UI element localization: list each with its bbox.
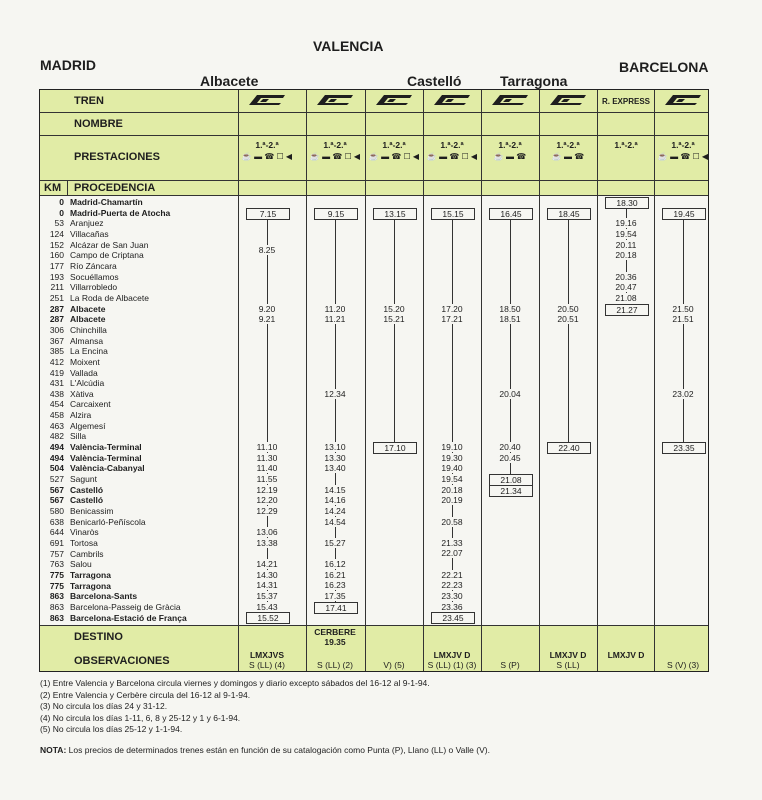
time-cell: 19.54 [431, 474, 473, 484]
km-value: 504 [49, 463, 64, 474]
nombre-row [40, 113, 708, 136]
time-cell: 22.21 [431, 570, 473, 580]
time-cell: 11.21 [314, 314, 356, 324]
train-type-3 [367, 94, 421, 106]
station-name: Vallada [70, 367, 98, 378]
obs-codes: V) (5) [383, 660, 405, 670]
km-value: 775 [49, 569, 64, 580]
train-type-4 [425, 94, 479, 106]
km-value: 567 [49, 495, 64, 506]
time-cell: 14.24 [314, 506, 356, 516]
station-name: Almansa [70, 335, 104, 346]
intercity-logo-icon [663, 94, 703, 106]
column-divider [423, 90, 424, 671]
time-cell: 14.54 [314, 517, 356, 527]
station-name: Benicarló-Peñíscola [70, 516, 146, 527]
time-cell: 12.34 [314, 389, 356, 399]
obs-days [306, 650, 364, 660]
obs-codes: S (V) (3) [666, 660, 700, 670]
time-cell: 19.40 [431, 463, 473, 473]
station-name: Río Záncara [70, 260, 117, 271]
km-value: 431 [49, 378, 64, 389]
time-cell: 19.10 [431, 442, 473, 452]
station-name: Barcelona-Sants [70, 591, 138, 602]
train-type-5 [483, 94, 537, 106]
km-value: 152 [49, 239, 64, 250]
time-cell: 13.06 [246, 527, 288, 537]
time-cell: 16.21 [314, 570, 356, 580]
service-icons: ☕ ▬ ☎ ☐ ◀ [368, 152, 420, 161]
obs-codes: S (LL) (2) [317, 660, 353, 670]
station-name: Moixent [70, 356, 100, 367]
destino-time: 19.35 [324, 637, 346, 647]
time-cell: 11.20 [314, 304, 356, 314]
service-icons: ☕ ▬ ☎ ☐ ◀ [309, 152, 361, 161]
time-cell: 9.15 [314, 208, 358, 220]
time-cell: 20.36 [605, 272, 647, 282]
note-4: (4) No circula los días 1-11, 6, 8 y 25-12 y 1 y 6-1-94. [40, 712, 241, 723]
km-value: 419 [49, 367, 64, 378]
station-name: Vinaròs [70, 527, 99, 538]
obs-days [365, 650, 423, 660]
time-cell: 11.55 [246, 474, 288, 484]
nota-text: Los precios de determinados trenes están en función de su catalogación como Punta (P), Llano (LL) o Valle (V). [68, 744, 490, 755]
obs-days: LMXJVS [249, 650, 284, 660]
station-name: Carcaixent [70, 399, 111, 410]
service-icons: ☕ ▬ ☎ ☐ ◀ [241, 152, 293, 161]
time-cell: 23.36 [431, 602, 473, 612]
destino-row [40, 625, 708, 650]
train-class: 1.ª-2.ª [440, 140, 464, 150]
train-class: 1.ª-2.ª [255, 140, 279, 150]
train-type-1 [240, 94, 294, 106]
km-value: 691 [49, 538, 64, 548]
time-cell: 23.02 [662, 389, 704, 399]
obs-codes: S (LL) [556, 660, 580, 670]
intercity-logo-icon [432, 94, 472, 106]
station-name: Albacete [70, 314, 106, 325]
label-tren: TREN [74, 95, 104, 107]
km-column [40, 197, 64, 623]
column-divider [306, 90, 307, 671]
km-value: 527 [49, 474, 64, 485]
time-cell: 12.20 [246, 495, 288, 505]
train-class: 1.ª-2.ª [614, 140, 638, 150]
km-value: 494 [49, 452, 64, 463]
station-name: València-Terminal [70, 452, 142, 463]
km-value: 458 [49, 410, 64, 421]
km-value: 177 [49, 260, 64, 271]
column-divider [539, 90, 540, 671]
time-cell: 18.30 [605, 197, 649, 209]
time-cell: 19.54 [605, 229, 647, 239]
time-cell: 17.41 [314, 602, 358, 614]
route-line [683, 218, 684, 442]
title-madrid: MADRID [40, 57, 96, 73]
km-value: 160 [49, 250, 64, 261]
obs-codes: S (LL) (1) (3) [427, 660, 477, 670]
station-name: Villacañas [70, 228, 109, 239]
station-name: Alzira [70, 410, 92, 421]
time-cell: 18.51 [489, 314, 531, 324]
time-cell: 21.08 [605, 293, 647, 303]
station-name: Benicassim [70, 506, 114, 517]
train-class: 1.ª-2.ª [382, 140, 406, 150]
station-name: Barcelona-Estació de França [70, 612, 187, 623]
label-procedencia: PROCEDENCIA [74, 182, 156, 194]
station-name: Alcázar de San Juan [70, 239, 149, 250]
route-line [568, 218, 569, 442]
time-cell: 15.37 [246, 591, 288, 601]
station-name: Salou [70, 559, 92, 570]
time-cell: 19.45 [662, 208, 706, 220]
time-cell: 20.47 [605, 282, 647, 292]
time-cell: 21.27 [605, 304, 649, 316]
time-cell: 23.35 [662, 442, 706, 454]
intercity-logo-icon [374, 94, 414, 106]
label-nombre: NOMBRE [74, 118, 123, 130]
station-name: Xàtiva [70, 388, 94, 399]
time-cell: 15.21 [373, 314, 415, 324]
time-cell: 14.31 [246, 580, 288, 590]
station-name: València-Cabanyal [70, 463, 145, 474]
time-cell: 17.10 [373, 442, 417, 454]
time-cell: 21.33 [431, 538, 473, 548]
time-cell: 11.40 [246, 463, 288, 473]
time-cell: 12.29 [246, 506, 288, 516]
station-column [70, 197, 187, 623]
time-cell: 16.45 [489, 208, 533, 220]
station-name: Madrid-Chamartín [70, 197, 143, 207]
station-name: Albacete [70, 303, 106, 314]
station-name: Barcelona-Passeig de Gràcia [70, 601, 181, 612]
km-value: 251 [49, 292, 64, 303]
time-cell: 19.30 [431, 453, 473, 463]
station-name: Cambrils [70, 548, 104, 559]
time-cell: 15.43 [246, 602, 288, 612]
intercity-logo-icon [548, 94, 588, 106]
time-cell: 13.30 [314, 453, 356, 463]
station-name: Tortosa [70, 538, 98, 548]
title-albacete: Albacete [200, 73, 259, 89]
km-value: 306 [49, 324, 64, 335]
time-cell: 19.16 [605, 218, 647, 228]
station-name: Castelló [70, 495, 104, 506]
time-cell: 13.38 [246, 538, 288, 548]
obs-codes: S (P) [500, 660, 520, 670]
time-cell: 18.50 [489, 304, 531, 314]
note-1: (1) Entre Valencia y Barcelona circula viernes y domingos y diario excepto sábados del 16-12 al 9-1-94. [40, 678, 430, 688]
label-prestaciones: PRESTACIONES [74, 151, 160, 163]
time-cell: 23.30 [431, 591, 473, 601]
train-class: 1.ª-2.ª [323, 140, 347, 150]
time-cell: 20.04 [489, 389, 531, 399]
station-name: Silla [70, 431, 87, 442]
time-cell: 20.50 [547, 304, 589, 314]
km-value: 644 [49, 527, 64, 538]
time-cell: 16.12 [314, 559, 356, 569]
footnotes [40, 678, 490, 757]
time-cell: 20.18 [431, 485, 473, 495]
title-castello: Castelló [407, 73, 462, 89]
km-value: 211 [50, 282, 64, 293]
station-name: Chinchilla [70, 324, 107, 335]
time-cell: 15.20 [373, 304, 415, 314]
station-name: Tarragona [70, 580, 111, 591]
time-cell: 22.23 [431, 580, 473, 590]
station-name: Villarrobledo [70, 282, 118, 293]
time-cell: 21.08 [489, 474, 533, 486]
station-name: La Encina [70, 346, 108, 357]
obs-days: LMXJV D [549, 650, 587, 660]
km-value: 775 [49, 580, 64, 591]
station-name: Campo de Criptana [70, 250, 144, 261]
km-value: 757 [49, 548, 64, 559]
time-cell: 23.45 [431, 612, 475, 624]
time-cell: 11.30 [246, 453, 288, 463]
destino-name: CERBERE [314, 627, 356, 637]
service-icons: ☕ ▬ ☎ ☐ ◀ [426, 152, 478, 161]
service-icons: ☕ ▬ ☎ [493, 152, 527, 161]
time-cell: 9.20 [246, 304, 288, 314]
time-cell: 22.40 [547, 442, 591, 454]
time-cell: 20.11 [605, 240, 647, 250]
time-cell: 14.30 [246, 570, 288, 580]
time-cell: 18.45 [547, 208, 591, 220]
obs-codes: S (LL) (4) [249, 660, 285, 670]
station-name: València-Terminal [70, 442, 142, 453]
time-cell: 22.07 [431, 548, 473, 558]
km-value: 385 [49, 346, 64, 357]
time-cell: 8.25 [246, 245, 288, 255]
km-value: 287 [49, 303, 64, 314]
train-type-8 [656, 94, 710, 106]
intercity-logo-icon [315, 94, 355, 106]
time-cell: 14.16 [314, 495, 356, 505]
km-value: 494 [49, 442, 64, 453]
column-divider [481, 90, 482, 671]
km-value: 287 [49, 314, 64, 325]
obs-days: LMXJV D [607, 650, 645, 660]
km-value: 0 [59, 207, 64, 218]
service-icons: ☕ ▬ ☎ ☐ ◀ [657, 152, 709, 161]
time-cell: 20.45 [489, 453, 531, 463]
station-name: Socuéllamos [70, 271, 119, 282]
km-value: 863 [49, 601, 64, 612]
column-divider [654, 90, 655, 671]
time-cell: 16.23 [314, 580, 356, 590]
column-divider [365, 90, 366, 671]
km-value: 863 [49, 591, 64, 602]
obs-days [481, 650, 539, 660]
time-cell: 20.58 [431, 517, 473, 527]
station-name: La Roda de Albacete [70, 292, 149, 303]
column-divider [238, 90, 239, 671]
station-name: Castelló [70, 484, 104, 495]
km-value: 567 [49, 484, 64, 495]
obs-days: LMXJV D [433, 650, 471, 660]
time-cell: 20.40 [489, 442, 531, 452]
label-km: KM [44, 182, 62, 194]
time-cell: 15.27 [314, 538, 356, 548]
service-icons: ☕ ▬ ☎ [551, 152, 585, 161]
station-name: Aranjuez [70, 218, 104, 229]
km-value: 454 [49, 399, 64, 410]
station-name: Algemesí [70, 420, 106, 431]
nota-line [40, 745, 490, 757]
time-cell: 17.20 [431, 304, 473, 314]
time-cell: 20.18 [605, 250, 647, 260]
column-divider [597, 90, 598, 671]
time-cell: 14.21 [246, 559, 288, 569]
km-value: 53 [54, 218, 64, 229]
time-cell: 17.21 [431, 314, 473, 324]
title-valencia: VALENCIA [313, 38, 384, 54]
title-tarragona: Tarragona [500, 73, 568, 89]
time-cell: 13.15 [373, 208, 417, 220]
time-cell: 20.19 [431, 495, 473, 505]
train-class: 1.ª-2.ª [556, 140, 580, 150]
km-value: 412 [49, 356, 64, 367]
km-value: 367 [49, 335, 64, 346]
note-2: (2) Entre Valencia y Cerbère circula del 16-12 al 9-1-94. [40, 689, 251, 700]
km-value: 0 [59, 197, 64, 207]
time-cell: 17.35 [314, 591, 356, 601]
train-type-7: R. EXPRESS [601, 97, 650, 106]
label-destino: DESTINO [74, 631, 123, 643]
route-line [267, 218, 268, 612]
station-name: Madrid-Puerta de Atocha [70, 207, 171, 218]
time-cell: 21.34 [489, 485, 533, 497]
time-cell: 15.15 [431, 208, 475, 220]
station-name: Tarragona [70, 569, 111, 580]
intercity-logo-icon [247, 94, 287, 106]
nota-label: NOTA: [40, 744, 67, 755]
time-cell: 13.40 [314, 463, 356, 473]
km-value: 638 [49, 516, 64, 527]
obs-days [654, 650, 712, 660]
time-cell: 21.51 [662, 314, 704, 324]
note-5: (5) No circula los días 25-12 y 1-1-94. [40, 724, 183, 735]
km-value: 580 [49, 506, 64, 517]
route-line [394, 218, 395, 442]
km-value: 124 [49, 228, 64, 239]
km-value: 482 [49, 431, 64, 442]
train-class: 1.ª-2.ª [498, 140, 522, 150]
title-barcelona: BARCELONA [619, 59, 709, 75]
train-type-2 [308, 94, 362, 106]
km-value: 438 [49, 388, 64, 399]
time-cell: 7.15 [246, 208, 290, 220]
label-observaciones: OBSERVACIONES [74, 655, 170, 667]
time-cell: 21.50 [662, 304, 704, 314]
train-type-6 [541, 94, 595, 106]
km-value: 863 [49, 612, 64, 623]
timetable [39, 89, 709, 672]
time-cell: 15.52 [246, 612, 290, 624]
time-cell: 9.21 [246, 314, 288, 324]
time-cell: 14.15 [314, 485, 356, 495]
note-3: (3) No circula los días 24 y 31-12. [40, 701, 168, 712]
km-value: 763 [49, 559, 64, 570]
time-cell: 20.51 [547, 314, 589, 324]
time-cell: 11.10 [246, 442, 288, 452]
train-class: 1.ª-2.ª [671, 140, 695, 150]
km-value: 193 [49, 271, 64, 282]
km-value: 463 [49, 420, 64, 431]
station-name: L'Alcúdia [70, 378, 105, 389]
station-name: Sagunt [70, 474, 97, 485]
time-cell: 12.19 [246, 485, 288, 495]
time-cell: 13.10 [314, 442, 356, 452]
intercity-logo-icon [490, 94, 530, 106]
